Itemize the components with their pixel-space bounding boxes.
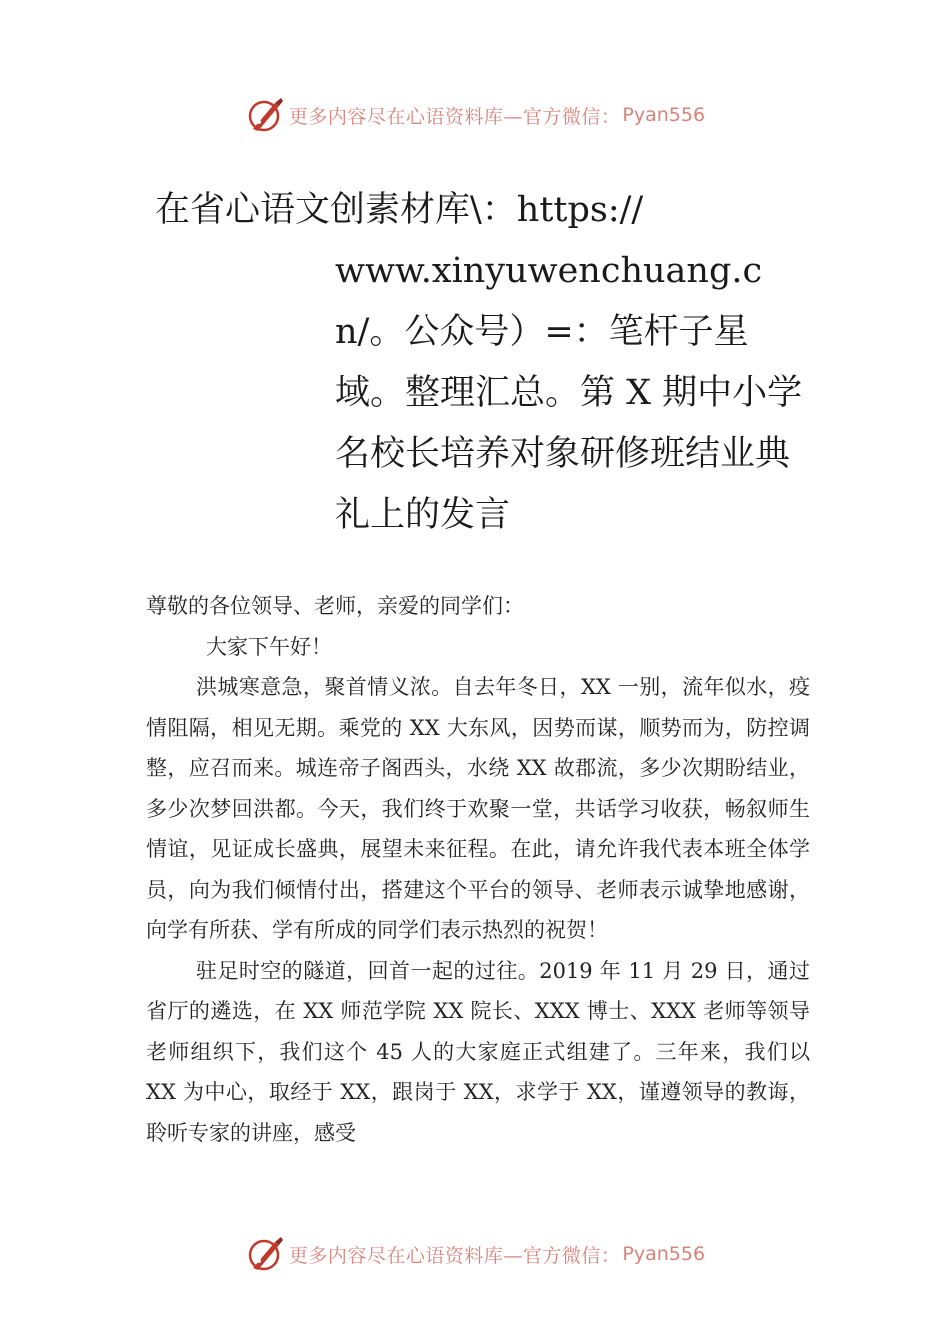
document-title <box>155 180 815 546</box>
title-line-1: 在省心语文创素材库\：https:// <box>155 190 644 230</box>
salutation: 尊敬的各位领导、老师，亲爱的同学们： <box>146 594 524 618</box>
paragraph: 驻足时空的隧道，回首一起的过往。2019 年 11 月 29 日，通过省厅的遴选，在 XX 师范学院 XX 院长、XXX 博士、XXX 老师等领导老师组织下，我们这个 45 人的大家庭正式组建了。三年来，我们以 XX 为中心，取经于 XX，跟岗于 XX，求学于 XX，谨遵领导的教诲，聆听专家的讲座，感受 <box>146 958 810 1145</box>
wechat-id: Pyan556 <box>622 104 706 126</box>
wechat-id: Pyan556 <box>622 1243 706 1265</box>
banner-text: 更多内容尽在心语资料库—官方微信： <box>288 105 621 128</box>
header-banner <box>0 93 950 137</box>
title-continuation: www.xinyuwenchuang.cn/。公众号）=：笔杆子星域。整理汇总。第 X 期中小学名校长培养对象研修班结业典礼上的发言 <box>335 251 803 535</box>
banner-text: 更多内容尽在心语资料库—官方微信： <box>288 1244 621 1267</box>
pen-logo-icon <box>245 95 285 135</box>
speech-body <box>146 586 810 1153</box>
pen-logo-icon <box>245 1234 285 1274</box>
greeting: 大家下午好！ <box>206 634 332 659</box>
footer-banner <box>0 1232 950 1276</box>
paragraph: 洪城寒意急，聚首情义浓。自去年冬日，XX 一别，流年似水，疫情阻隔，相见无期。乘党的 XX 大东风，因势而谋，顺势而为，防控调整，应召而来。城连帝子阁西头，水绕 XX 故郡流，多少次期盼结业，多少次梦回洪都。今天，我们终于欢聚一堂，共话学习收获，畅叙师生情谊，见证成长盛典，展望未来征程。在此，请允许我代表本班全体学员，向为我们倾情付出，搭建这个平台的领导、老师表示诚挚地感谢， 向学有所获、学有所成的同学们表示热烈的祝贺！ <box>146 675 810 942</box>
